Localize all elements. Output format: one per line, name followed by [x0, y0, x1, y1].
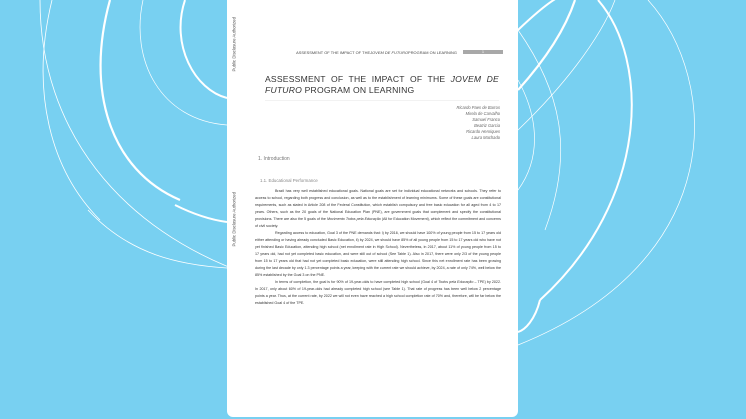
paragraph-text: (All for Education Movement), which reflect the commitment and concerns of civil society. [255, 217, 502, 228]
paper-title [265, 74, 499, 96]
author: Beatriz Garcia [474, 123, 500, 129]
running-header [257, 49, 503, 55]
author: Laura Machado [471, 135, 500, 141]
author: Mirela de Carvalho [465, 111, 500, 117]
disclosure-stamp-bottom: Public Disclosure Authorized [231, 192, 237, 247]
section-heading: 1. Introduction [258, 156, 290, 162]
document-page [227, 0, 518, 417]
author: Samuel Franco [472, 117, 500, 123]
running-header-pre: ASSESSMENT OF THE IMPACT OF THE [296, 49, 371, 55]
paragraph-2: Regarding access to education, Goal 3 of the PNE demands that: i) by 2016, we should have 100% of young people from 15 to 17 years old either attending or having already concluded Basic Education, ii) by 2024, we should have 85% of all young people from 15 to 17 years old who have not yet finished Basic Education, attending high school (net enrollment rate in High School). Nevertheless, in 2017, about 11% of young people from 15 to 17 years old, had not yet completed basic education, and were still out of school (See Table 1). Also in 2017, there were only 2/3 of the young people from 15 to 17 years old that had not yet completed basic education, were still attending high school. Since this net enrollment rate has been growing during the last decade by only 1.3 percentage points a year, keeping with the current rate we should achieve, by 2024, a rate of only 74%, well below the 85% established by the Goal 3 on the PNE. [255, 231, 501, 277]
paragraph-text: – TPE) by 2022. In 2017, only about 60% of 19-year-olds had already completed high school (see Table 1). That rate of progress has been well below 2 percentage points a year. Thus, at the current rate, by 2022 we will not even have reached a high school completion rate of 70% and, therefore, will be far below the established Goal 4 of the TPE. [255, 280, 501, 305]
title-divider [265, 100, 499, 101]
title-pre: ASSESSMENT OF THE IMPACT OF THE [265, 74, 451, 84]
paragraph-emphasis: Todos pela Educação [438, 280, 474, 284]
running-header-post: PROGRAM ON LEARNING [408, 49, 457, 55]
disclosure-stamp-top: Public Disclosure Authorized [231, 17, 237, 72]
paragraph-1 [255, 188, 501, 230]
body-text [255, 188, 501, 307]
subsection-heading: 1.1. Educational Performance [260, 178, 318, 183]
paragraph-3 [255, 279, 501, 307]
author: Ricardo Henriques [466, 129, 500, 135]
title-post: PROGRAM ON LEARNING [302, 85, 415, 95]
paragraph-text: Brazil has very well established educational goals. National goals are set for individual educational networks and schools. They refer to access to school, regarding both progress and conclusion, as well as to the establishment of learning minimums. Some of these goals are constitutional requirements, such as stated in Article 208 of the Federal Constitution, which establish compulsory and free basic education for all aged from 4 to 17 years. Others, such as the 20 goals of the National Education Plan (PNE), are government goals that complement and specify the constitutional provisions. There are also the 5 goals of the [255, 189, 501, 221]
paragraph-emphasis: Movimento Todos pela Educação [327, 217, 381, 221]
paragraph-text: In terms of completion, the goal is for 90% of 19-year-olds to have completed high school (Goal 4 of [275, 280, 439, 284]
title-em: JOVEM DE FUTURO [265, 74, 499, 95]
page-number: 1 [463, 50, 503, 54]
author: Ricardo Paes de Barros [456, 105, 500, 110]
author-list [387, 105, 500, 142]
running-header-em: JOVEM DE FUTURO [370, 49, 409, 55]
